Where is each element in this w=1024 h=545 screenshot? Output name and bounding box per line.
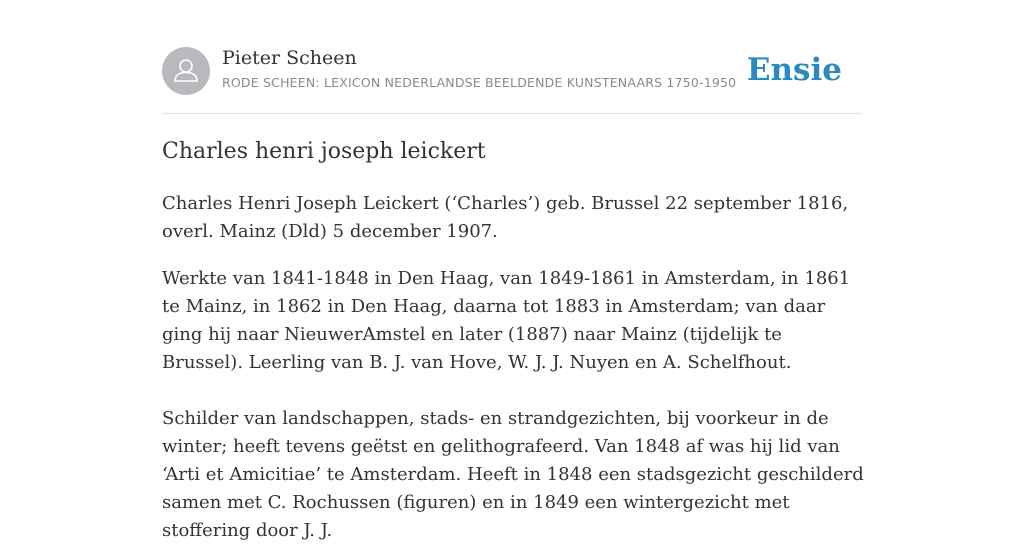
article-header [162,47,862,95]
source-title[interactable]: RODE SCHEEN: LEXICON NEDERLANDSE BEELDENDE KUNSTENAARS 1750-1950 [222,75,737,90]
ensie-logo[interactable]: Ensie [746,52,842,88]
article-paragraph: Charles Henri Joseph Leickert (‘Charles’) geb. Brussel 22 september 1816, overl. Mainz (Dld) 5 december 1907. [162,193,849,242]
article-paragraph: Schilder van landschappen, stads- en strandgezichten, bij voorkeur in de winter; heeft tevens geëtst en gelithografeerd. Van 1848 af was hij lid van ‘Arti et Amicitiae’ te Amsterdam. Heeft in 1848 een stadsgezicht geschilderd samen met C. Rochussen (figuren) en in 1849 een wintergezicht met stoffering door J. J. [162,408,864,541]
user-avatar-icon [162,47,210,95]
article-body [162,137,864,545]
article-paragraph: Werkte van 1841-1848 in Den Haag, van 1849-1861 in Amsterdam, in 1861 te Mainz, in 1862 in Den Haag, daarna tot 1883 in Amsterdam; van daar ging hij naar NieuwerAmstel en later (1887) naar Mainz (tijdelijk te Brussel). Leerling van B. J. van Hove, W. J. J. Nuyen en A. Schelfhout. [162,268,851,373]
author-avatar[interactable] [162,47,210,95]
header-divider [162,113,862,114]
article-title: Charles henri joseph leickert [162,139,486,164]
author-name[interactable]: Pieter Scheen [222,47,357,69]
